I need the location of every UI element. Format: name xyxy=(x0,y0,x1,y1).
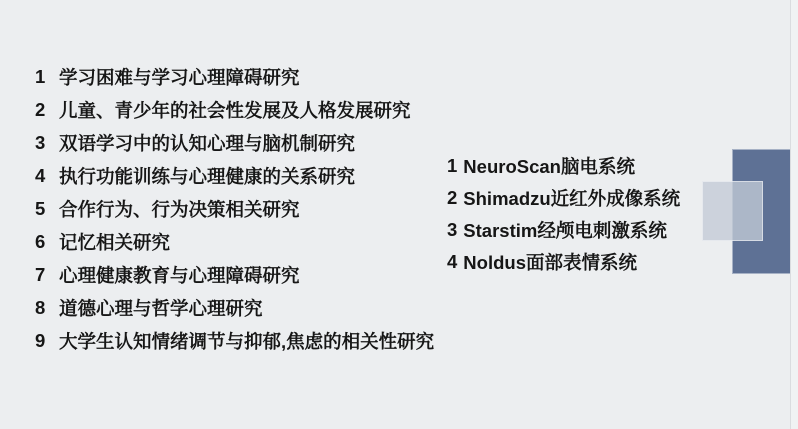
list-item xyxy=(35,94,434,127)
list-item xyxy=(35,225,434,258)
item-number: 4 xyxy=(447,250,458,272)
item-label: 心理健康教育与心理障碍研究 xyxy=(59,264,300,286)
item-label: Noldus面部表情系统 xyxy=(463,251,637,273)
item-label: NeuroScan脑电系统 xyxy=(463,155,635,177)
item-number: 3 xyxy=(447,218,458,240)
list-item xyxy=(447,150,680,182)
item-label: 道德心理与哲学心理研究 xyxy=(59,297,263,319)
item-number: 1 xyxy=(447,154,458,176)
item-label: 记忆相关研究 xyxy=(59,231,171,253)
list-item xyxy=(447,246,680,278)
item-number: 2 xyxy=(447,186,458,208)
list-item xyxy=(35,193,434,226)
equipment-systems-list xyxy=(447,150,680,278)
item-label: 合作行为、行为决策相关研究 xyxy=(59,199,300,220)
item-number: 5 xyxy=(35,198,46,219)
slide-edge-strip xyxy=(791,0,798,429)
list-item xyxy=(35,160,434,193)
list-item xyxy=(35,258,434,291)
list-item xyxy=(447,182,680,214)
item-number: 2 xyxy=(35,99,46,121)
item-number: 7 xyxy=(35,263,46,285)
item-number: 8 xyxy=(35,296,46,318)
research-topics-list xyxy=(35,61,434,357)
item-number: 3 xyxy=(35,132,46,154)
item-label: 执行功能训练与心理健康的关系研究 xyxy=(59,166,356,188)
list-item xyxy=(35,127,434,160)
item-number: 4 xyxy=(35,165,46,187)
item-label: Starstim经颅电刺激系统 xyxy=(463,219,667,241)
item-label: 大学生认知情绪调节与抑郁,焦虑的相关性研究 xyxy=(59,330,435,352)
list-item xyxy=(35,324,434,357)
list-item xyxy=(35,291,434,324)
item-label: 双语学习中的认知心理与脑机制研究 xyxy=(59,133,356,155)
item-number: 6 xyxy=(35,230,46,252)
item-number: 1 xyxy=(35,66,46,88)
item-label: 学习困难与学习心理障碍研究 xyxy=(59,67,300,89)
decor-light-rectangle xyxy=(702,181,763,241)
list-item xyxy=(35,61,434,94)
list-item xyxy=(447,214,680,246)
item-number: 9 xyxy=(35,329,46,351)
item-label: 儿童、青少年的社会性发展及人格发展研究 xyxy=(59,100,411,122)
item-label: Shimadzu近红外成像系统 xyxy=(463,187,681,209)
